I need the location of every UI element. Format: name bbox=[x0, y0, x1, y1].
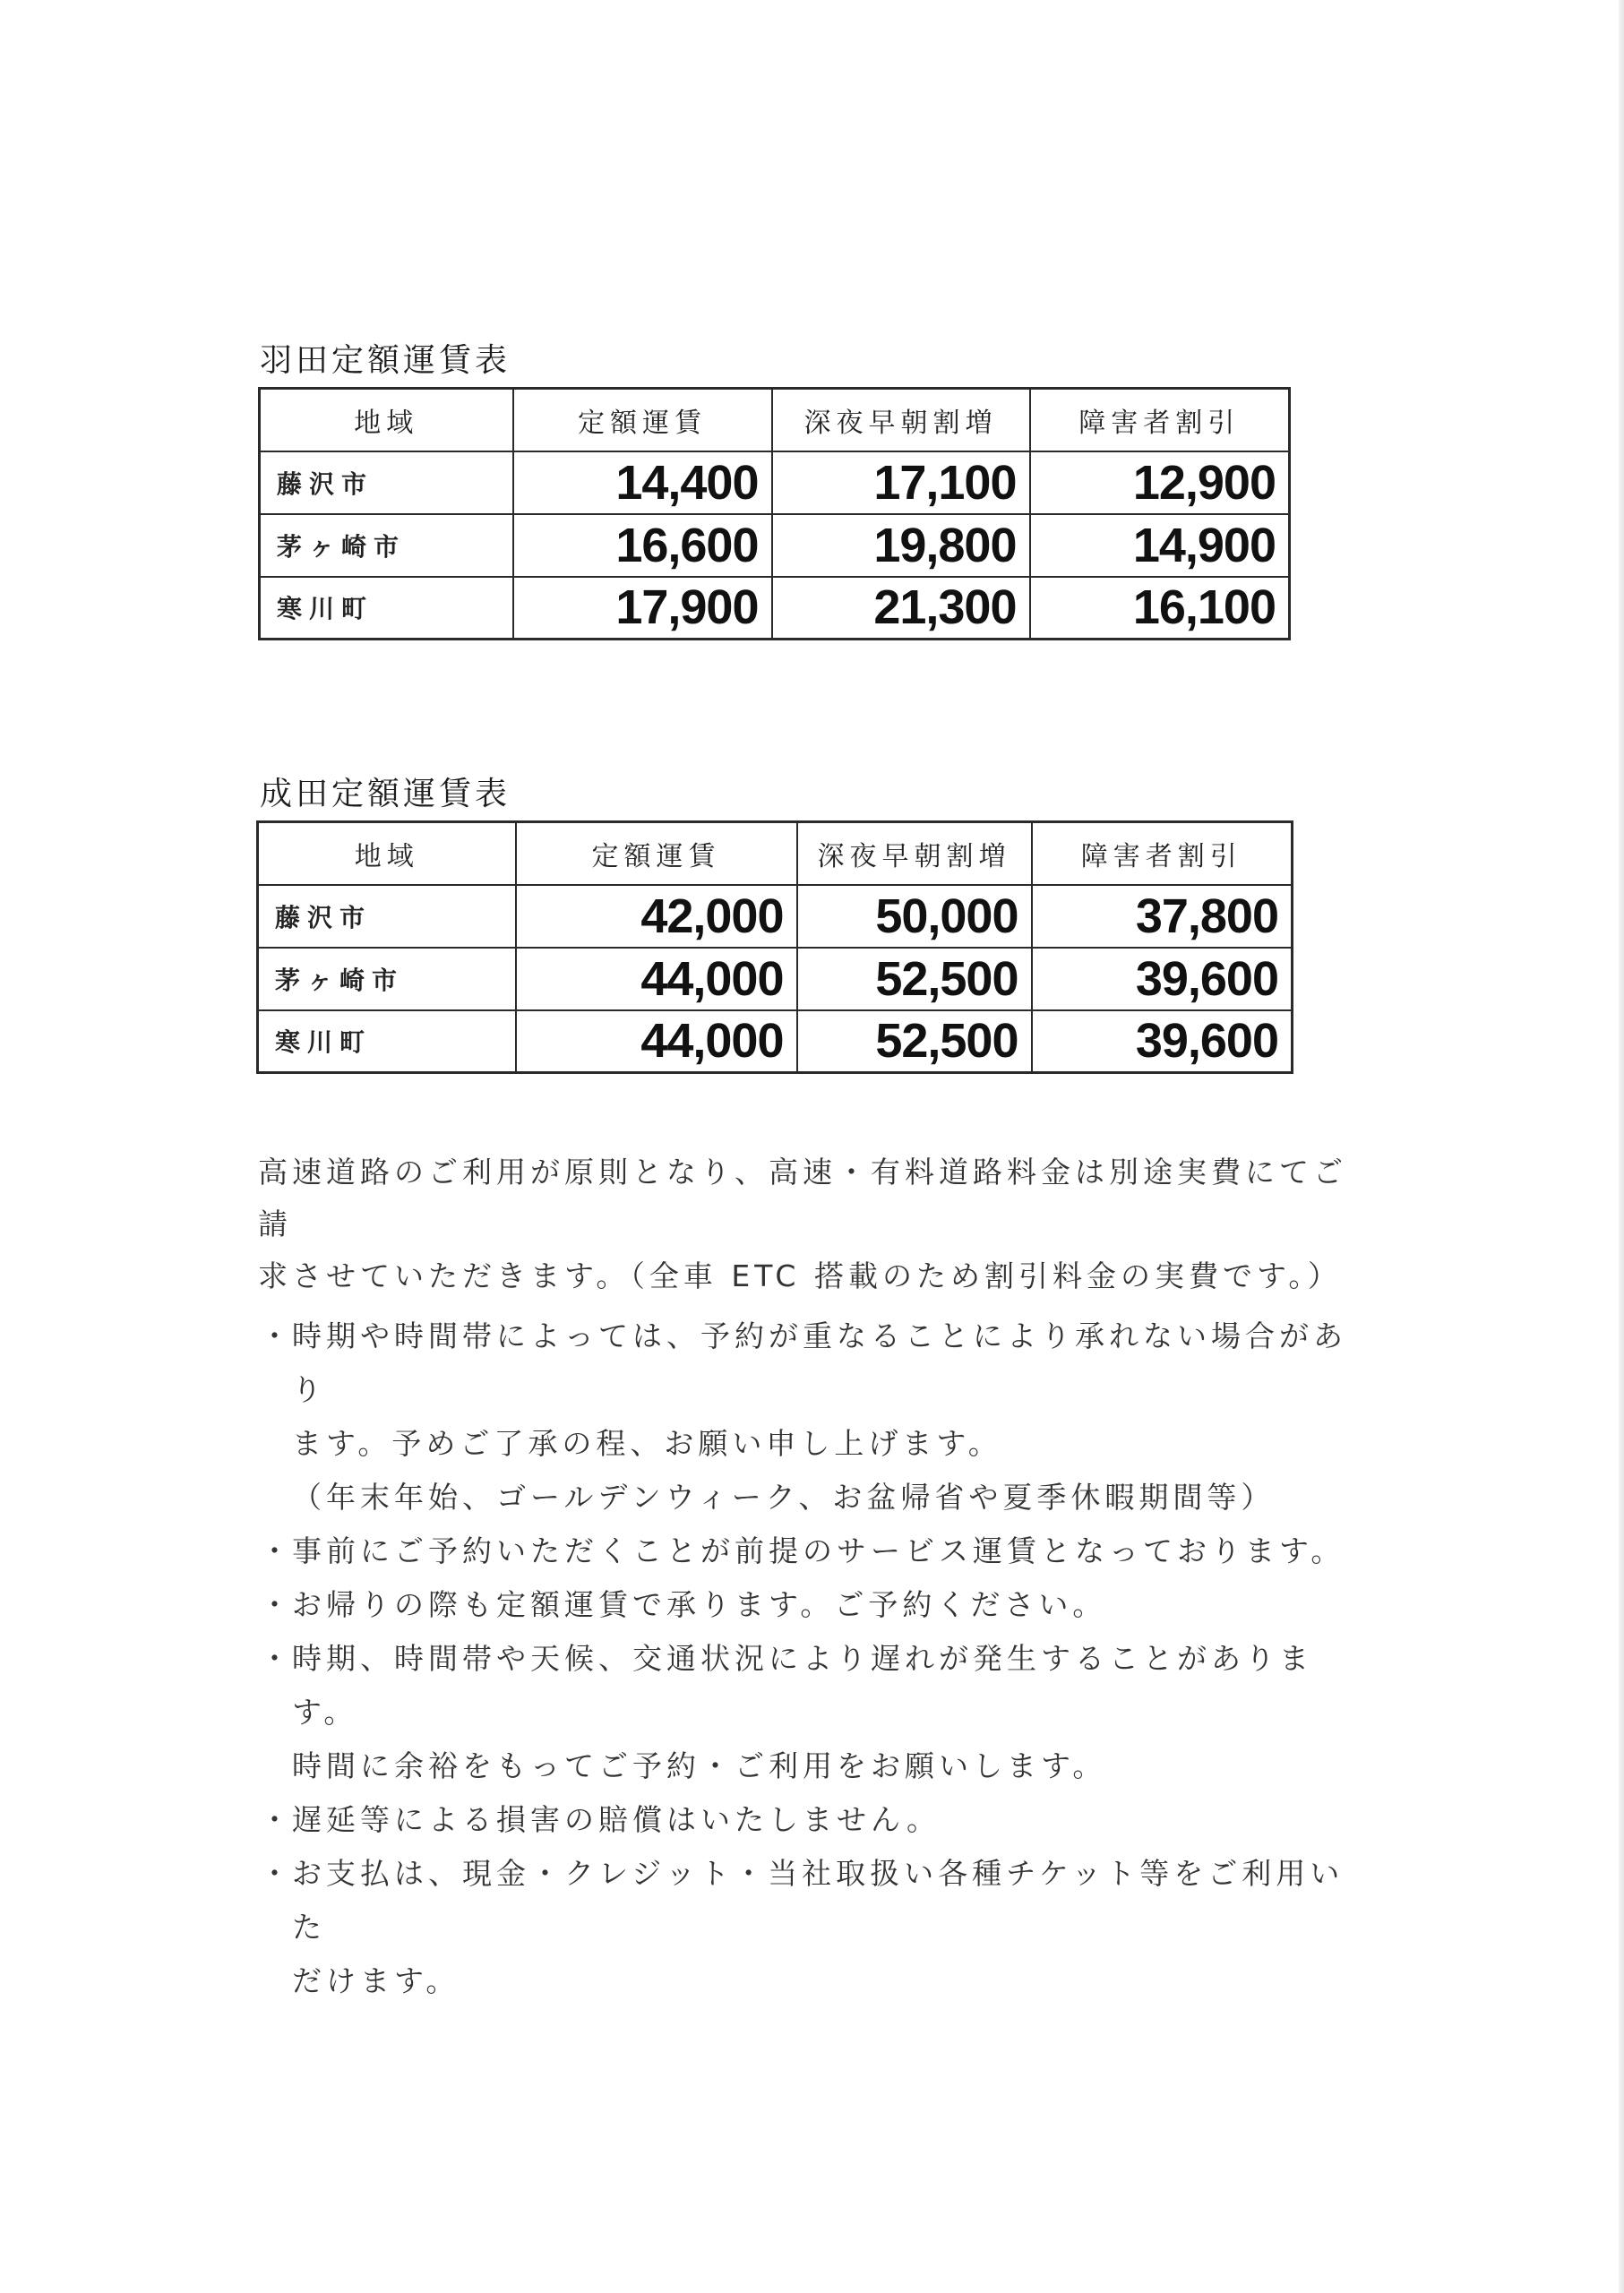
note-line: お帰りの際も定額運賃で承ります。ご予約ください。 bbox=[292, 1587, 1107, 1622]
area-cell: 寒川町 bbox=[260, 577, 513, 640]
fixed-fare-cell: 17,900 bbox=[513, 577, 772, 640]
header-disabled-discount: 障害者割引 bbox=[1030, 389, 1290, 451]
header-fixed-fare: 定額運賃 bbox=[516, 822, 797, 885]
table-row bbox=[260, 577, 1290, 640]
note-line: 時期、時間帯や天候、交通状況により遅れが発生することがあります。 bbox=[292, 1641, 1313, 1730]
scan-page-edge bbox=[1619, 0, 1624, 2293]
area-cell: 藤沢市 bbox=[260, 451, 513, 514]
header-night-surcharge: 深夜早朝割増 bbox=[797, 822, 1032, 885]
header-night-surcharge: 深夜早朝割増 bbox=[772, 389, 1030, 451]
bullet-mark: ・ bbox=[260, 1856, 294, 1891]
area-cell: 茅ヶ崎市 bbox=[260, 514, 513, 577]
night-fare-cell: 50,000 bbox=[797, 885, 1032, 948]
area-cell: 茅ヶ崎市 bbox=[258, 948, 516, 1010]
narita-table-title: 成田定額運賃表 bbox=[260, 776, 511, 812]
disabled-fare-cell: 14,900 bbox=[1030, 514, 1290, 577]
toll-note-line: 高速道路のご利用が原則となり、高速・有料道路料金は別途実費にてご請 bbox=[258, 1155, 1347, 1241]
night-fare-cell: 52,500 bbox=[797, 1010, 1032, 1073]
list-item bbox=[258, 1793, 1369, 1847]
table-row bbox=[258, 948, 1293, 1010]
list-item bbox=[258, 1524, 1369, 1578]
note-line: 遅延等による損害の賠償はいたしません。 bbox=[292, 1802, 941, 1837]
table-header-row bbox=[260, 389, 1290, 451]
fixed-fare-cell: 42,000 bbox=[516, 885, 797, 948]
table-row bbox=[260, 514, 1290, 577]
note-line: （年末年始、ゴールデンウィーク、お盆帰省や夏季休暇期間等） bbox=[292, 1480, 1276, 1515]
fixed-fare-cell: 14,400 bbox=[513, 451, 772, 514]
toll-fee-note bbox=[258, 1146, 1369, 1302]
fixed-fare-cell: 44,000 bbox=[516, 948, 797, 1010]
table-row bbox=[260, 451, 1290, 514]
note-line: お支払は、現金・クレジット・当社取扱い各種チケット等をご利用いた bbox=[292, 1856, 1345, 1945]
header-disabled-discount: 障害者割引 bbox=[1032, 822, 1293, 885]
night-fare-cell: 19,800 bbox=[772, 514, 1030, 577]
area-cell: 寒川町 bbox=[258, 1010, 516, 1073]
note-line: 時間に余裕をもってご予約・ご利用をお願いします。 bbox=[292, 1748, 1107, 1783]
list-item bbox=[258, 1310, 1369, 1524]
note-line: 事前にご予約いただくことが前提のサービス運賃となっております。 bbox=[292, 1533, 1345, 1568]
night-fare-cell: 21,300 bbox=[772, 577, 1030, 640]
night-fare-cell: 17,100 bbox=[772, 451, 1030, 514]
disabled-fare-cell: 16,100 bbox=[1030, 577, 1290, 640]
list-item bbox=[258, 1578, 1369, 1632]
header-area: 地域 bbox=[260, 389, 513, 451]
note-line: 時期や時間帯によっては、予約が重なることにより承れない場合があり bbox=[292, 1318, 1347, 1407]
toll-note-line: 求させていただきます。（全車 ETC 搭載のため割引料金の実費です。） bbox=[258, 1258, 1342, 1293]
disabled-fare-cell: 12,900 bbox=[1030, 451, 1290, 514]
list-item bbox=[258, 1632, 1369, 1793]
table-header-row bbox=[258, 822, 1293, 885]
disabled-fare-cell: 39,600 bbox=[1032, 948, 1293, 1010]
night-fare-cell: 52,500 bbox=[797, 948, 1032, 1010]
fixed-fare-cell: 44,000 bbox=[516, 1010, 797, 1073]
bullet-mark: ・ bbox=[260, 1587, 294, 1622]
haneda-table-title: 羽田定額運賃表 bbox=[260, 342, 511, 379]
haneda-fare-table bbox=[258, 387, 1291, 640]
note-line: だけます。 bbox=[292, 1963, 460, 1998]
table-row bbox=[258, 885, 1293, 948]
bullet-mark: ・ bbox=[260, 1802, 294, 1837]
bullet-mark: ・ bbox=[260, 1641, 294, 1676]
disabled-fare-cell: 37,800 bbox=[1032, 885, 1293, 948]
header-fixed-fare: 定額運賃 bbox=[513, 389, 772, 451]
disabled-fare-cell: 39,600 bbox=[1032, 1010, 1293, 1073]
header-area: 地域 bbox=[258, 822, 516, 885]
table-row bbox=[258, 1010, 1293, 1073]
note-line: ます。予めご了承の程、お願い申し上げます。 bbox=[292, 1426, 1002, 1461]
area-cell: 藤沢市 bbox=[258, 885, 516, 948]
bullet-mark: ・ bbox=[260, 1318, 294, 1353]
list-item bbox=[258, 1847, 1369, 2008]
bullet-mark: ・ bbox=[260, 1533, 294, 1568]
fixed-fare-cell: 16,600 bbox=[513, 514, 772, 577]
notes-list bbox=[258, 1310, 1369, 2008]
narita-fare-table bbox=[256, 820, 1293, 1074]
